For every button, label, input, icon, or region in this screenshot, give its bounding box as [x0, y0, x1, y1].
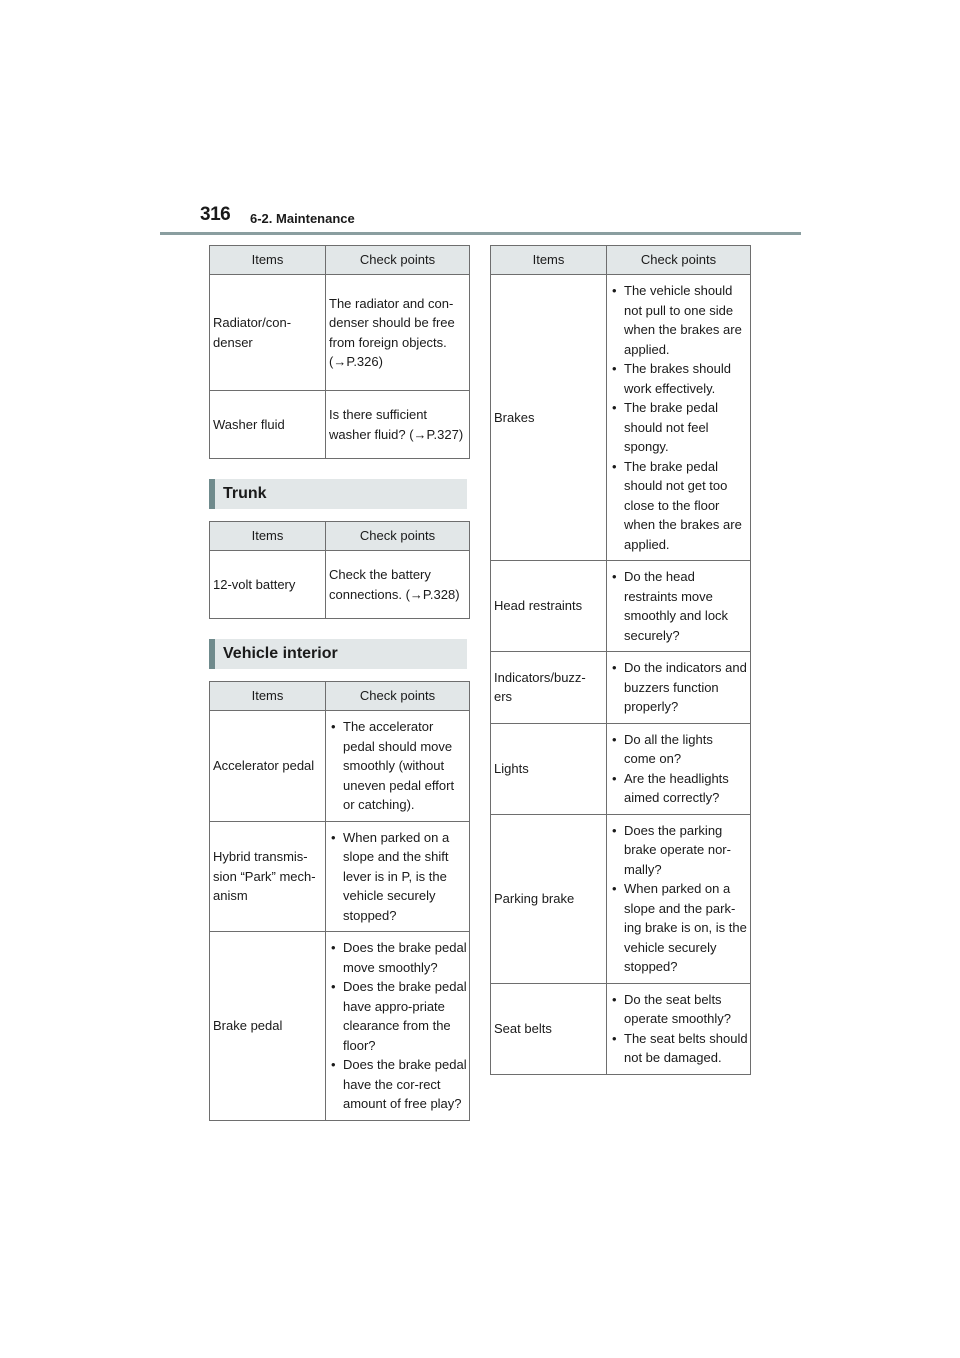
- check-point: • When parked on a slope and the park-ing brake is on, is the vehicle securely stopped?: [610, 879, 748, 977]
- check-point: • The brake pedal should not feel spongy.: [610, 398, 748, 457]
- table-row: [491, 275, 751, 561]
- check-point: • The brakes should work effectively.: [610, 359, 748, 398]
- page-number: 316: [200, 204, 231, 225]
- check-point: • Do the seat belts operate smoothly?: [610, 990, 748, 1029]
- check-cell: [326, 932, 470, 1121]
- table-header-row: [210, 246, 470, 275]
- items-column-header: Items: [210, 246, 326, 275]
- check-point: • The accelerator pedal should move smoothly (without uneven pedal effort or catching).: [329, 717, 467, 815]
- item-cell: Accelerator pedal: [210, 711, 326, 822]
- check-cell: [607, 652, 751, 724]
- table-row: [210, 711, 470, 822]
- table-row: [210, 932, 470, 1121]
- table-header-row: [210, 522, 470, 551]
- table-row: [491, 723, 751, 814]
- table-row: [210, 551, 470, 619]
- check-point: • The seat belts should not be damaged.: [610, 1029, 748, 1068]
- check-cell: [326, 711, 470, 822]
- check-point: • Do the head restraints move smoothly and lock securely?: [610, 567, 748, 645]
- check-points-column-header: Check points: [326, 522, 470, 551]
- table-row: [491, 983, 751, 1074]
- check-point: • Does the parking brake operate nor-mally?: [610, 821, 748, 880]
- check-point: • Does the brake pedal have the cor-rect amount of free play?: [329, 1055, 467, 1114]
- items-column-header: Items: [491, 246, 607, 275]
- check-cell: [607, 275, 751, 561]
- item-cell: 12-volt battery: [210, 551, 326, 619]
- vehicle-interior-heading: Vehicle interior: [209, 639, 467, 669]
- header-rule: [160, 232, 801, 235]
- check-cell: [326, 821, 470, 932]
- table-row: [210, 821, 470, 932]
- table-row: [210, 275, 470, 391]
- check-point: • Do the indicators and buzzers function properly?: [610, 658, 748, 717]
- check-point: • Are the headlights aimed correctly?: [610, 769, 748, 808]
- table-row: [491, 561, 751, 652]
- check-point: • When parked on a slope and the shift lever is in P, is the vehicle securely stopped?: [329, 828, 467, 926]
- check-cell: Is there sufficient washer fluid? (→P.327): [326, 391, 470, 459]
- check-point: • Does the brake pedal have appro-priate clearance from the floor?: [329, 977, 467, 1055]
- check-cell: [607, 561, 751, 652]
- check-point: • Does the brake pedal move smoothly?: [329, 938, 467, 977]
- item-cell: Head restraints: [491, 561, 607, 652]
- item-cell: Indicators/buzz-ers: [491, 652, 607, 724]
- inspection-checklist-table: [490, 245, 751, 1075]
- table-row: [491, 652, 751, 724]
- table-header-row: [210, 682, 470, 711]
- check-cell: Check the battery connections. (→P.328): [326, 551, 470, 619]
- check-cell: The radiator and con-denser should be free from foreign objects. (→P.326): [326, 275, 470, 391]
- engine-checklist-table: [209, 245, 470, 459]
- item-cell: Lights: [491, 723, 607, 814]
- item-cell: Seat belts: [491, 983, 607, 1074]
- table-header-row: [491, 246, 751, 275]
- item-cell: Parking brake: [491, 814, 607, 983]
- check-points-column-header: Check points: [326, 246, 470, 275]
- check-point: • The brake pedal should not get too close to the floor when the brakes are applied.: [610, 457, 748, 555]
- check-points-column-header: Check points: [607, 246, 751, 275]
- left-column: [209, 245, 469, 1121]
- right-column: [490, 245, 750, 1075]
- item-cell: Washer fluid: [210, 391, 326, 459]
- check-cell: [607, 723, 751, 814]
- item-cell: Brakes: [491, 275, 607, 561]
- table-row: [491, 814, 751, 983]
- trunk-checklist-table: [209, 521, 470, 619]
- items-column-header: Items: [210, 522, 326, 551]
- items-column-header: Items: [210, 682, 326, 711]
- check-points-column-header: Check points: [326, 682, 470, 711]
- table-row: [210, 391, 470, 459]
- check-point: • The vehicle should not pull to one side when the brakes are applied.: [610, 281, 748, 359]
- item-cell: Brake pedal: [210, 932, 326, 1121]
- item-cell: Hybrid transmis-sion “Park” mech-anism: [210, 821, 326, 932]
- item-cell: Radiator/con-denser: [210, 275, 326, 391]
- trunk-heading: Trunk: [209, 479, 467, 509]
- check-point: • Do all the lights come on?: [610, 730, 748, 769]
- check-cell: [607, 814, 751, 983]
- section-title: 6-2. Maintenance: [250, 211, 355, 226]
- interior-checklist-table: [209, 681, 470, 1121]
- check-cell: [607, 983, 751, 1074]
